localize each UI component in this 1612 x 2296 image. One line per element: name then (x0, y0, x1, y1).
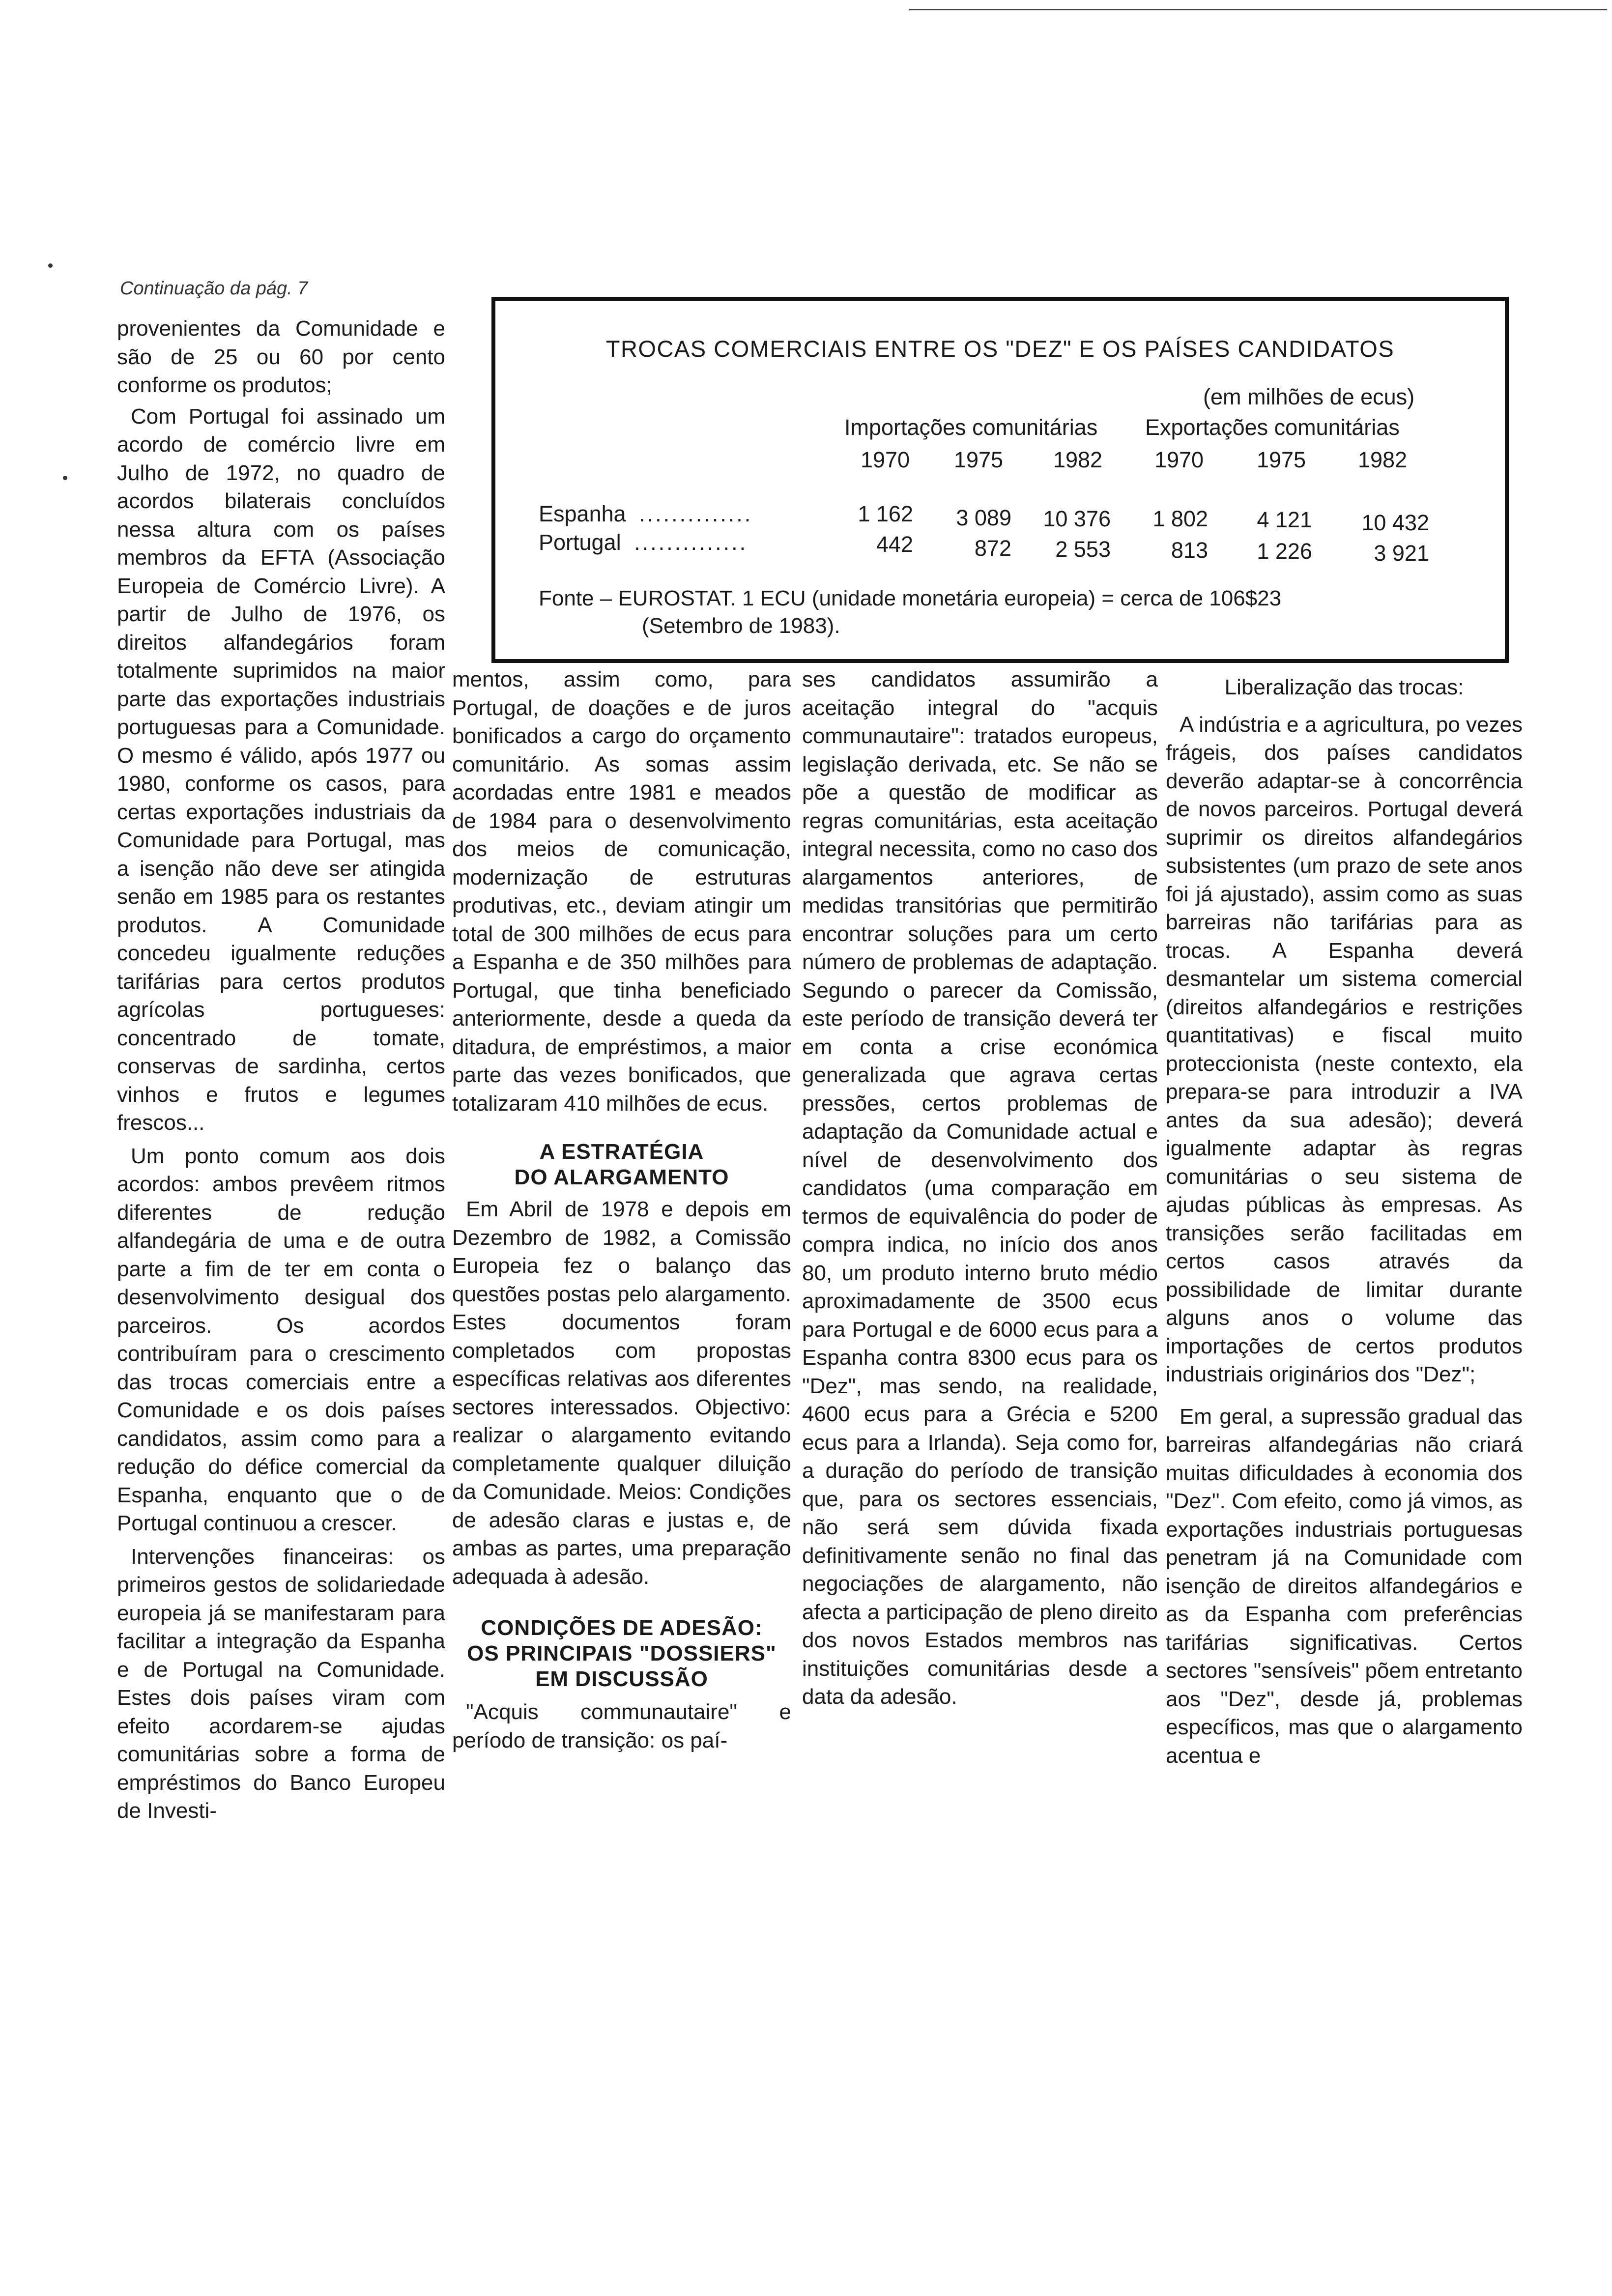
year-header: 1982 (1053, 447, 1103, 472)
table-cell: 3 089 (956, 505, 1011, 530)
table-cell: 1 226 (1257, 539, 1312, 564)
table-row (539, 530, 748, 555)
paragraph: mentos, assim como, para Portugal, de doações e de juros bonificados a cargo do orçamento comunitário. As somas assim acordadas entre 1981 e meados de 1984 para o desenvolvimento dos meios de comunicação, modernização de estruturas produtivas, etc., deviam atingir um total de 300 milhões de ecus para a Espanha e de 350 milhões para Portugal, que tinha beneficiado anteriormente, desde a queda da ditadura, de empréstimos, a maior parte das vezes bonificados, que totalizaram 410 milhões de ecus. (452, 667, 791, 1116)
table-cell: 1 802 (1152, 506, 1208, 531)
table-source (539, 585, 1281, 640)
paragraph: Um ponto comum aos dois acordos: ambos prevêem ritmos diferentes de redução alfandegária de uma e de outra parte a fim de ter em conta o desenvolvimento desigual dos parceiros. Os acordos contribuíram para o crescimento das trocas comerciais entre a Comunidade e os dois países candidatos, assim como para a redução do défice comercial da Espanha, enquanto que o de Portugal continuou a crescer. (117, 1144, 445, 1535)
table-cell: 1 162 (858, 501, 913, 526)
paragraph: ses candidatos assumirão a aceitação integral do "acquis communautaire": tratados europeus, legislação derivada, etc. Se não se põe a questão de modificar as regras comunitárias, esta aceitação integral necessita, como no caso dos alargamentos anteriores, de medidas transitórias que permitirão encontrar soluções para um certo número de problemas de adaptação. Segundo o parecer da Comissão, este período de transição deverá ter em conta a crise económica generalizada que agrava certas pressões, certos problemas de adaptação da Comunidade actual e nível de desenvolvimento dos candidatos (uma comparação em termos de equivalência do poder de compra indica, no início dos anos 80, um produto interno bruto médio aproximadamente de 3500 ecus para Portugal e de 6000 ecus para a Espanha contra 8300 ecus para os "Dez", mas sendo, na realidade, 4600 ecus para a Grécia e 5200 ecus para a Irlanda). Seja como for, a duração do período de transição que, para os sectores essenciais, não será sem dúvida fixada definitivamente senão no final das negociações de alargamento, não afecta a participação de pleno direito dos novos Estados membros nas instituições comunitárias desde a data da adesão. (802, 667, 1158, 1709)
paragraph: Em Abril de 1978 e depois em Dezembro de 1982, a Comissão Europeia fez o balanço das questões postas pelo alargamento. Estes documentos foram completados com propostas específicas relativas aos diferentes sectores interessados. Objectivo: realizar o alargamento evitando completamente qualquer diluição da Comunidade. Meios: Condições de adesão claras e justas e, de ambas as partes, uma preparação adequada à adesão. (452, 1197, 791, 1589)
row-label: Portugal (539, 530, 621, 555)
column-2 (452, 665, 791, 1754)
column-1 (117, 315, 445, 1825)
exports-header: Exportações comunitárias (1145, 415, 1400, 440)
year-header: 1970 (1154, 447, 1204, 472)
table-cell: 3 921 (1374, 541, 1429, 566)
table-cell: 10 376 (1043, 506, 1111, 531)
heading-line: DO ALARGAMENTO (514, 1165, 729, 1189)
table-cell: 2 553 (1055, 537, 1111, 562)
year-header: 1975 (953, 447, 1004, 472)
year-header: 1975 (1256, 447, 1306, 472)
year-header: 1982 (1357, 447, 1408, 472)
paragraph: Em geral, a supressão gradual das barreiras alfandegárias não criará muitas dificuldades à economia dos "Dez". Com efeito, como já vimos, as exportações industriais portuguesas penetram já na Comunidade com isenção de direitos alfandegários e as da Espanha com preferências tarifárias significativas. Certos sectores "sensíveis" põem entretanto aos "Dez", desde já, problemas específicos, mas que o alargamento acentua e (1166, 1404, 1523, 1768)
trade-table-box (491, 297, 1509, 663)
paragraph-title: Liberalização das trocas: (1224, 675, 1464, 699)
table-cell: 813 (1171, 538, 1208, 563)
paragraph: Intervenções financeiras: os primeiros gestos de solidariedade europeia já se manifestaram para facilitar a integração da Espanha e de Portugal na Comunidade. Estes dois países viram com efeito acordarem-se ajudas comunitárias sobre a forma de empréstimos do Banco Europeu de Investi- (117, 1544, 445, 1823)
table-title: TROCAS COMERCIAIS ENTRE OS "DEZ" E OS PAÍSES CANDIDATOS (605, 336, 1395, 362)
table-row (539, 501, 752, 527)
table-cell: 872 (974, 536, 1011, 561)
paragraph: "Acquis communautaire" e período de transição: os paí- (452, 1700, 791, 1752)
paragraph: provenientes da Comunidade e são de 25 ou 60 por cento conforme os produtos; (117, 316, 445, 397)
scan-edge-line (909, 9, 1607, 10)
leader-dots: .............. (639, 501, 753, 526)
paragraph: Com Portugal foi assinado um acordo de comércio livre em Julho de 1972, no quadro de acordos bilaterais concluídos nessa altura com os países membros da EFTA (Associação Europeia de Comércio Livre). A partir de Julho de 1976, os direitos alfandegários foram totalmente suprimidos na maior parte das exportações industriais portuguesas para a Comunidade. O mesmo é válido, após 1977 ou 1980, conforme os casos, para certas exportações industriais da Comunidade para Portugal, mas a isenção não deve ser atingida senão em 1985 para os restantes produtos. A Comunidade concedeu igualmente reduções tarifárias para certos produtos agrícolas portugueses: concentrado de tomate, conservas de sardinha, certos vinhos e frutos e legumes frescos... (117, 404, 445, 1135)
heading-line: OS PRINCIPAIS "DOSSIERS" (467, 1641, 777, 1665)
table-cell: 4 121 (1257, 507, 1312, 532)
source-line: (Setembro de 1983). (642, 614, 840, 638)
imports-header: Importações comunitárias (844, 415, 1098, 440)
leader-dots: .............. (634, 530, 748, 555)
continuation-note: Continuação da pág. 7 (120, 278, 308, 299)
heading-line: EM DISCUSSÃO (535, 1667, 708, 1691)
source-line: Fonte – EUROSTAT. 1 ECU (unidade monetária europeia) = cerca de 106$23 (539, 586, 1282, 610)
heading-line: CONDIÇÕES DE ADESÃO: (481, 1616, 763, 1640)
scan-speck (63, 476, 67, 480)
column-4 (1166, 673, 1523, 1770)
table-cell: 10 432 (1361, 510, 1429, 535)
row-label: Espanha (539, 501, 626, 526)
heading-line: A ESTRATÉGIA (539, 1140, 704, 1164)
table-cell: 442 (876, 532, 913, 557)
scan-speck (48, 263, 53, 268)
paragraph: A indústria e a agricultura, po vezes frágeis, dos países candidatos deverão adaptar-se à concorrência de novos parceiros. Portugal deverá suprimir os direitos alfandegários subsistentes (um prazo de sete anos foi já ajustado), assim como as suas barreiras não tarifárias para as trocas. A Espanha deverá desmantelar um sistema comercial (direitos alfandegários e restrições quantitativas) e fiscal muito proteccionista (neste contexto, ela prepara-se para introduzir a IVA antes da sua adesão); deverá igualmente adaptar às regras comunitárias o seu sistema de ajudas públicas às empresas. As transições serão facilitadas em certos casos através da possibilidade de limitar durante alguns anos o volume das importações de certos produtos industriais originários dos "Dez"; (1166, 712, 1523, 1386)
section-heading (452, 1139, 791, 1190)
year-header: 1970 (860, 447, 910, 472)
table-unit: (em milhões de ecus) (1203, 384, 1415, 409)
section-heading (452, 1615, 791, 1692)
column-3 (802, 665, 1158, 1711)
